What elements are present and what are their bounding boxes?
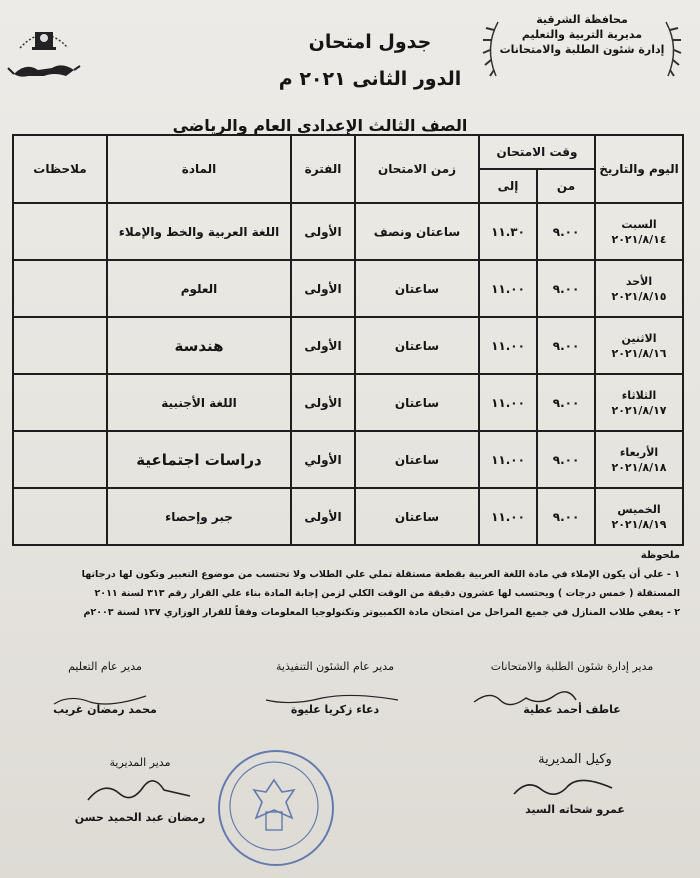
- exam-schedule-table: [12, 134, 684, 546]
- exam-subject: جبر وإحصاء: [107, 488, 291, 545]
- header-subject: المادة: [107, 135, 291, 203]
- header-day-date: اليوم والتاريخ: [595, 135, 683, 203]
- time-from: ٩.٠٠: [537, 260, 595, 317]
- header-duration: زمن الامتحان: [355, 135, 479, 203]
- day-name: الأربعاء: [619, 445, 659, 459]
- exam-period: الأولى: [291, 374, 355, 431]
- signer-name: دعاء زكريا عليوة: [290, 703, 380, 716]
- signer-name: عمرو شحاته السيد: [525, 803, 625, 816]
- exam-subject: العلوم: [107, 260, 291, 317]
- handwritten-signature: [80, 770, 200, 810]
- eagle-emblem-icon: [220, 752, 328, 860]
- exam-duration: ساعتان: [355, 260, 479, 317]
- day-name: الأحد: [625, 274, 653, 288]
- day-name: الاثنين: [621, 331, 657, 345]
- exam-note: [13, 374, 107, 431]
- time-to: ١١.٠٠: [479, 317, 537, 374]
- signer-name: محمد رمضان غريب: [53, 703, 157, 716]
- exam-subject: هندسة: [107, 317, 291, 374]
- emblem-logo: [4, 18, 84, 88]
- day-date-cell: [595, 317, 683, 374]
- exam-note: [13, 488, 107, 545]
- table-row: [13, 203, 683, 260]
- exam-subject: اللغة الأجنبية: [107, 374, 291, 431]
- day-name: السبت: [621, 217, 657, 231]
- document-title-block: [220, 30, 520, 92]
- notes-section: [14, 546, 680, 622]
- exam-date: ٢٠٢١/٨/١٦: [611, 346, 667, 360]
- note-line: ١ - علي أن يكون الإملاء في مادة اللغة العربية بقطعة مستقلة تملي علي الطلاب ولا تحتسب من موضوع التعبير وتكون لها درجاتها: [81, 569, 680, 580]
- table-row: [13, 374, 683, 431]
- exam-duration: ساعتان: [355, 488, 479, 545]
- table-row: [13, 431, 683, 488]
- governorate-name: محافظة الشرقية: [536, 13, 628, 26]
- note-line: المستقلة ( خمس درجات ) ويحتسب لها عشرون دقيقة من الوقت الكلي لزمن إجابة المادة بناء علي القرار رقم ٣١٣ لسنة ٢٠١١: [94, 588, 680, 599]
- exam-date: ٢٠٢١/٨/١٩: [611, 517, 667, 531]
- exam-note: [13, 203, 107, 260]
- signer-name: عاطف أحمد عطية: [523, 703, 621, 716]
- handwritten-signature: [508, 772, 618, 802]
- signer-role: مدير عام الشئون التنفيذية: [276, 660, 394, 673]
- signer-role: مدير إدارة شئون الطلبة والامتحانات: [490, 660, 654, 673]
- exam-date: ٢٠٢١/٨/١٤: [611, 232, 667, 246]
- time-to: ١١.٠٠: [479, 374, 537, 431]
- table-row: [13, 260, 683, 317]
- header-exam-time: وقت الامتحان: [479, 135, 595, 169]
- day-name: الثلاثاء: [621, 388, 657, 402]
- exam-period: الأولي: [291, 431, 355, 488]
- header-notes: ملاحظات: [13, 135, 107, 203]
- directorate-name: مديرية التربية والتعليم: [521, 28, 643, 41]
- exam-round: الدور الثانى ٢٠٢١ م: [278, 68, 462, 90]
- exam-period: الأولى: [291, 260, 355, 317]
- day-name: الخميس: [617, 502, 661, 516]
- exam-duration: ساعتان: [355, 374, 479, 431]
- exam-period: الأولى: [291, 317, 355, 374]
- header-from: من: [537, 169, 595, 203]
- time-from: ٩.٠٠: [537, 317, 595, 374]
- note-line: ٢ - يعفي طلاب المنازل في جميع المراحل من امتحان مادة الكمبيوتر وتكنولوجيا المعلومات وفقاً للقرار الوزاري ١٣٧ لسنة ٢٠٠٣م: [83, 607, 680, 618]
- exam-duration: ساعتان: [355, 431, 479, 488]
- notes-title: ملحوظة: [640, 550, 680, 561]
- signer-role: مدير عام التعليم: [68, 660, 142, 673]
- grade-heading: الصف الثالث الإعدادي العام والرياضي: [172, 116, 468, 135]
- exam-subject: اللغة العربية والخط والإملاء: [107, 203, 291, 260]
- time-from: ٩.٠٠: [537, 488, 595, 545]
- time-to: ١١.٠٠: [479, 488, 537, 545]
- exam-date: ٢٠٢١/٨/١٨: [611, 460, 667, 474]
- exam-note: [13, 317, 107, 374]
- exam-date: ٢٠٢١/٨/١٧: [611, 403, 667, 417]
- table-row: [13, 488, 683, 545]
- exam-subject: دراسات اجتماعية: [107, 431, 291, 488]
- signer-role: مدير المديرية: [109, 756, 171, 769]
- header-to: إلى: [479, 169, 537, 203]
- administration-name: إدارة شئون الطلبة والامتحانات: [499, 43, 665, 56]
- exam-note: [13, 431, 107, 488]
- handwritten-signature: [262, 690, 402, 712]
- time-from: ٩.٠٠: [537, 374, 595, 431]
- exam-period: الأولى: [291, 203, 355, 260]
- exam-duration: ساعتان ونصف: [355, 203, 479, 260]
- handwritten-signature: [50, 690, 150, 712]
- day-date-cell: [595, 203, 683, 260]
- day-date-cell: [595, 488, 683, 545]
- header-period: الفترة: [291, 135, 355, 203]
- official-stamp: [218, 750, 334, 866]
- exam-period: الأولى: [291, 488, 355, 545]
- laurel-right-icon: [662, 20, 682, 78]
- handwritten-signature: [470, 688, 580, 710]
- exam-note: [13, 260, 107, 317]
- time-from: ٩.٠٠: [537, 203, 595, 260]
- day-date-cell: [595, 374, 683, 431]
- exam-duration: ساعتان: [355, 317, 479, 374]
- time-to: ١١.٣٠: [479, 203, 537, 260]
- signer-role: وكيل المديرية: [538, 752, 612, 767]
- day-date-cell: [595, 260, 683, 317]
- time-to: ١١.٠٠: [479, 431, 537, 488]
- time-to: ١١.٠٠: [479, 260, 537, 317]
- document-title: جدول امتحان: [308, 31, 432, 53]
- signer-name: رمضان عبد الحميد حسن: [74, 811, 206, 824]
- time-from: ٩.٠٠: [537, 431, 595, 488]
- exam-date: ٢٠٢١/٨/١٥: [611, 289, 667, 303]
- day-date-cell: [595, 431, 683, 488]
- table-row: [13, 317, 683, 374]
